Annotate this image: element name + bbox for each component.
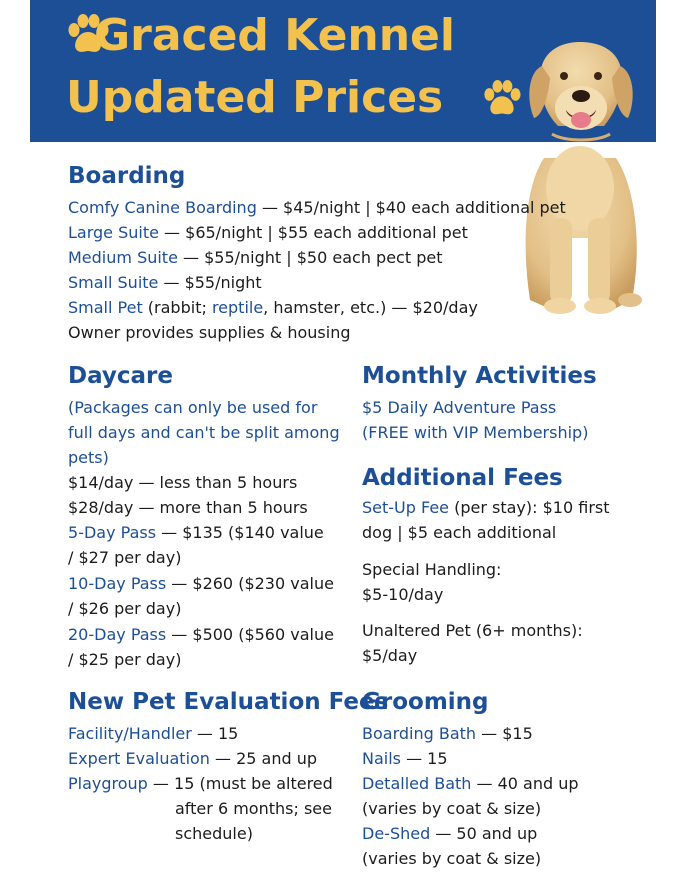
item-price: — 50 and up (430, 824, 538, 843)
daycare-pass (68, 520, 324, 545)
evaluation-cont: after 6 months; see (175, 799, 332, 818)
item-detail-accent: reptile (211, 298, 264, 317)
item-price: — 15 (401, 749, 448, 768)
daycare-heading: Daycare (68, 363, 173, 389)
item-name: Nails (362, 749, 401, 768)
special-handling: Special Handling: (362, 560, 502, 579)
item-name: Expert Evaluation (68, 749, 210, 768)
evaluation-heading: New Pet Evaluation Fees (68, 689, 389, 715)
pass-name: 20-Day Pass (68, 625, 167, 644)
item-price: — $45/night | $40 each additional pet (256, 198, 566, 217)
grooming-item (362, 746, 448, 771)
pass-cont: / $25 per day) (68, 650, 182, 669)
item-price: — 15 (191, 724, 239, 743)
boarding-item (68, 195, 566, 220)
grooming-item (362, 771, 579, 796)
boarding-note: Owner provides supplies & housing (68, 323, 351, 342)
setup-fee-cont: dog | $5 each additional (362, 523, 557, 542)
daycare-note-line: full days and can't be split among (68, 423, 340, 442)
item-price: , hamster, etc.) — $20/day (263, 298, 478, 317)
pass-price: — $135 ($140 value (156, 523, 324, 542)
title-line-1: Graced Kennel (94, 10, 455, 61)
evaluation-item (68, 721, 238, 746)
boarding-item (68, 270, 262, 295)
boarding-heading: Boarding (68, 163, 186, 189)
daycare-rate: $14/day — less than 5 hours (68, 473, 298, 492)
grooming-note: (varies by coat & size) (362, 849, 542, 868)
grooming-item (362, 821, 537, 846)
item-price: — 25 and up (209, 749, 318, 768)
daycare-note-line: pets) (68, 448, 109, 467)
evaluation-item (68, 746, 317, 771)
item-name: Facility/Handler (68, 724, 192, 743)
pass-cont: / $26 per day) (68, 599, 182, 618)
boarding-item (68, 295, 478, 320)
item-name: De-Shed (362, 824, 431, 843)
item-detail: (rabbit; (142, 298, 212, 317)
monthly-line: $5 Daily Adventure Pass (362, 398, 557, 417)
dog-photo (504, 38, 654, 320)
daycare-note-line: (Packages can only be used for (68, 398, 318, 417)
item-name: Small Suite (68, 273, 159, 292)
pass-name: 10-Day Pass (68, 574, 167, 593)
item-name: Boarding Bath (362, 724, 477, 743)
title-line-2: Updated Prices (66, 72, 444, 123)
special-handling-price: $5-10/day (362, 585, 444, 604)
item-price: — $55/night | $50 each pect pet (177, 248, 443, 267)
pass-price: — $500 ($560 value (166, 625, 334, 644)
boarding-item (68, 220, 468, 245)
grooming-heading: Grooming (362, 689, 489, 715)
monthly-heading: Monthly Activities (362, 363, 597, 389)
boarding-item (68, 245, 442, 270)
daycare-pass (68, 622, 334, 647)
item-price: — $15 (476, 724, 533, 743)
item-name: Comfy Canine Boarding (68, 198, 257, 217)
monthly-line: (FREE with VIP Membership) (362, 423, 589, 442)
fees-heading: Additional Fees (362, 465, 563, 491)
setup-fee (362, 495, 610, 520)
item-name: Playgroup (68, 774, 148, 793)
evaluation-cont: schedule) (175, 824, 253, 843)
pass-cont: / $27 per day) (68, 548, 182, 567)
item-price: — $65/night | $55 each additional pet (158, 223, 468, 242)
item-name: Medium Suite (68, 248, 178, 267)
setup-fee-name: Set-Up Fee (362, 498, 450, 517)
setup-fee-price: (per stay): $10 first (449, 498, 610, 517)
item-price: — $55/night (158, 273, 262, 292)
item-name: Small Pet (68, 298, 143, 317)
item-price: — 15 (must be altered (147, 774, 333, 793)
grooming-note: (varies by coat & size) (362, 799, 542, 818)
daycare-pass (68, 571, 334, 596)
daycare-rate: $28/day — more than 5 hours (68, 498, 308, 517)
unaltered-pet-price: $5/day (362, 646, 418, 665)
evaluation-item (68, 771, 333, 796)
unaltered-pet: Unaltered Pet (6+ months): (362, 621, 583, 640)
pass-name: 5-Day Pass (68, 523, 157, 542)
item-price: — 40 and up (471, 774, 579, 793)
item-name: Detalled Bath (362, 774, 472, 793)
item-name: Large Suite (68, 223, 159, 242)
pass-price: — $260 ($230 value (166, 574, 334, 593)
grooming-item (362, 721, 533, 746)
